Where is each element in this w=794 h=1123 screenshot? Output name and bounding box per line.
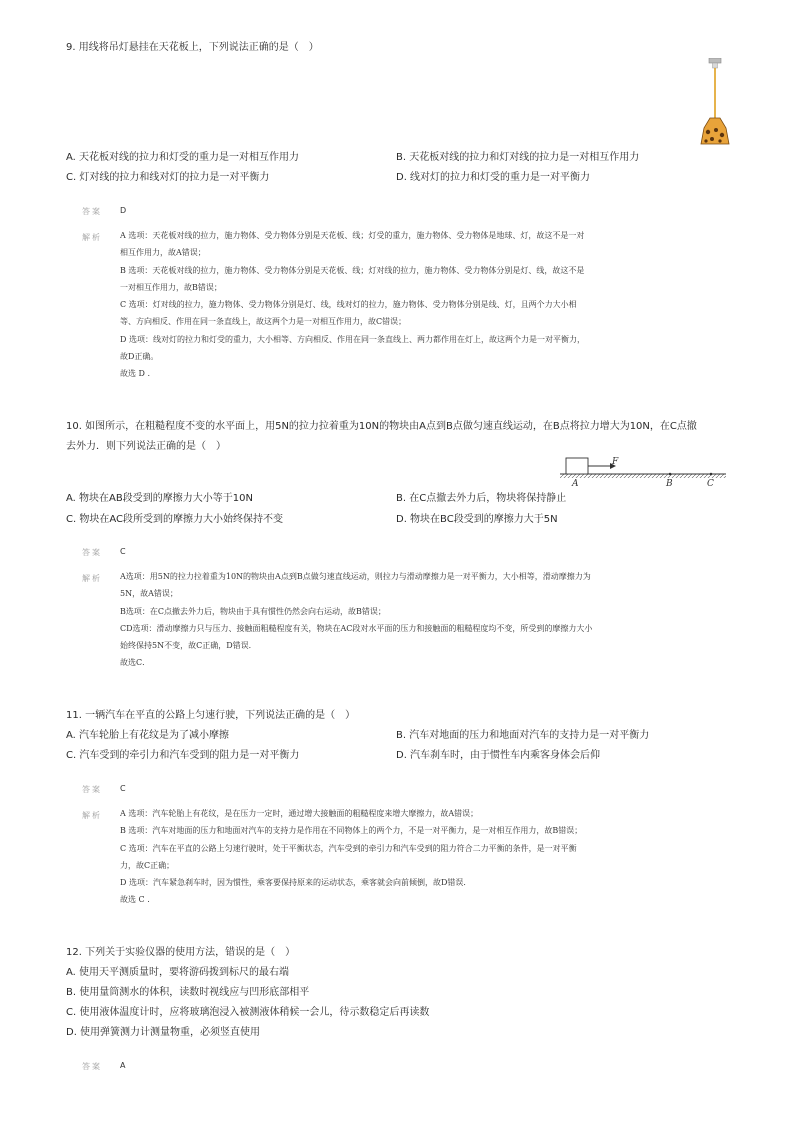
ground-hatching <box>560 474 726 478</box>
friction-figure <box>558 452 730 488</box>
q11-solution-line: A 选项：汽车轮胎上有花纹，是在压力一定时，通过增大接触面的粗糙程度来增大摩擦力，故A错误； <box>120 809 479 818</box>
q11-solution-line: C 选项：汽车在平直的公路上匀速行驶时，处于平衡状态，汽车受到的牵引力和汽车受到的阻力符合二力平衡的条件，是一对平衡 <box>120 843 577 853</box>
q11-solution-line: B 选项：汽车对地面的压力和地面对汽车的支持力是作用在不同物体上的两个力，不是一对平衡力，是一对相互作用力，故B错误； <box>120 826 583 836</box>
q10-solution-label: 解析 <box>82 574 102 583</box>
q9-option-c[interactable]: C. 灯对线的拉力和线对灯的拉力是一对平衡力 <box>66 172 270 183</box>
q9-solution-line: 一对相互作用力，故B错误； <box>120 282 222 292</box>
q9-solution-line: 等、方向相反、作用在同一条直线上，故这两个力是一对相互作用力，故C错误； <box>120 317 407 327</box>
q10-answer: C <box>120 547 126 556</box>
q9-solution-label: 解析 <box>82 233 102 242</box>
q9-solution-line: C 选项：灯对线的拉力，施力物体、受力物体分别是灯、线，线对灯的拉力，施力物体、受力物体分别是线、灯，且两个力大小相 <box>120 300 577 310</box>
q10-option-d[interactable]: D. 物块在BC段受到的摩擦力大于5N <box>396 514 558 525</box>
q10-solution-line: A选项：用5N的拉力拉着重为10N的物块由A点到B点做匀速直线运动，则拉力与滑动摩擦力是一对平衡力，大小相等，滑动摩擦力为 <box>120 572 591 581</box>
q11-option-a[interactable]: A. 汽车轮胎上有花纹是为了减小摩擦 <box>66 730 230 741</box>
q12-option-d[interactable]: D. 使用弹簧测力计测量物重，必须竖直使用 <box>66 1027 261 1038</box>
q12-option-a[interactable]: A. 使用天平测质量时，要将游码拨到标尺的最右端 <box>66 967 290 978</box>
q9-solution-line: 相互作用力，故A错误； <box>120 248 206 258</box>
q11-option-b[interactable]: B. 汽车对地面的压力和地面对汽车的支持力是一对平衡力 <box>396 730 650 741</box>
q9-option-b[interactable]: B. 天花板对线的拉力和灯对线的拉力是一对相互作用力 <box>396 152 640 163</box>
q10-option-c[interactable]: C. 物块在AC段所受到的摩擦力大小始终保持不变 <box>66 514 283 525</box>
q10-option-a[interactable]: A. 物块在AB段受到的摩擦力大小等于10N <box>66 493 253 504</box>
q9-answer: D <box>120 206 127 215</box>
q9-solution-line: B 选项：天花板对线的拉力，施力物体、受力物体分别是天花板、线；灯对线的拉力，施力物体、受力物体分别是灯、线，故这不是 <box>120 265 585 275</box>
q9-stem: 9. 用线将吊灯悬挂在天花板上，下列说法正确的是（ ） <box>66 42 319 53</box>
q11-answer: C <box>120 784 126 793</box>
q10-solution-line: 始终保持5N不变，故C正确，D错误． <box>120 641 257 651</box>
q11-solution-line: D 选项：汽车紧急刹车时，因为惯性，乘客要保持原来的运动状态，乘客就会向前倾倒，故D错误． <box>120 878 472 888</box>
q10-solution <box>120 568 710 672</box>
q12-option-c[interactable]: C. 使用液体温度计时，应将玻璃泡浸入被测液体稍候一会儿，待示数稳定后再读数 <box>66 1007 430 1018</box>
q10-option-b[interactable]: B. 在C点撤去外力后，物块将保持静止 <box>396 493 567 504</box>
point-a-label: A <box>572 479 579 488</box>
q9-solution-line: D 选项：线对灯的拉力和灯受的重力，大小相等、方向相反、作用在同一条直线上、两力都作用在灯上，故这两个力是一对平衡力， <box>120 334 585 344</box>
ceiling-mount <box>709 58 721 63</box>
q11-solution <box>120 805 710 909</box>
q12-answer-label: 答案 <box>82 1062 102 1071</box>
q11-answer-label: 答案 <box>82 785 102 794</box>
q11-stem: 11. 一辆汽车在平直的公路上匀速行驶，下列说法正确的是（ ） <box>66 710 356 721</box>
q12-stem: 12. 下列关于实验仪器的使用方法，错误的是（ ） <box>66 947 296 958</box>
q11-option-c[interactable]: C. 汽车受到的牵引力和汽车受到的阻力是一对平衡力 <box>66 750 300 761</box>
q10-stem-line2: 去外力．则下列说法正确的是（ ） <box>66 441 226 452</box>
q11-option-d[interactable]: D. 汽车刹车时，由于惯性车内乘客身体会后仰 <box>396 750 601 761</box>
q9-solution-line: A 选项：天花板对线的拉力，施力物体、受力物体分别是天花板、线；灯受的重力，施力物体、受力物体是地球、灯，故这不是一对 <box>120 231 585 240</box>
q9-solution-line: 故选 D . <box>120 369 151 379</box>
q9-solution-line: 故D正确。 <box>120 352 159 362</box>
q12-option-b[interactable]: B. 使用量筒测水的体积，读数时视线应与凹形底部相平 <box>66 987 310 998</box>
q9-option-a[interactable]: A. 天花板对线的拉力和灯受的重力是一对相互作用力 <box>66 152 300 163</box>
q10-solution-line: 5N，故A错误； <box>120 589 178 599</box>
lamp-figure <box>698 58 732 148</box>
q9-solution <box>120 227 710 383</box>
q10-solution-line: B选项：在C点撤去外力后，物块由于具有惯性仍然会向右运动，故B错误； <box>120 606 386 616</box>
point-b-label: B <box>666 479 673 488</box>
q9-answer-label: 答案 <box>82 207 102 216</box>
q10-stem-line1: 10. 如图所示，在粗糙程度不变的水平面上，用5N的拉力拉着重为10N的物块由A点到B点做匀速直线运动，在B点将拉力增大为10N，在C点撤 <box>66 421 697 432</box>
q11-solution-label: 解析 <box>82 811 102 820</box>
block <box>566 458 588 474</box>
q11-solution-line: 力，故C正确； <box>120 860 175 870</box>
q12-answer: A <box>120 1061 126 1070</box>
q10-solution-line: 故选C． <box>120 658 151 668</box>
point-c-label: C <box>707 479 714 488</box>
q10-answer-label: 答案 <box>82 548 102 557</box>
q11-solution-line: 故选 C . <box>120 895 150 905</box>
q10-solution-line: CD选项：滑动摩擦力只与压力、接触面粗糙程度有关，物块在AC段对水平面的压力和接触面的粗糙程度均不变，所受到的摩擦力大小 <box>120 623 593 633</box>
force-label: F <box>612 457 619 467</box>
q9-option-d[interactable]: D. 线对灯的拉力和灯受的重力是一对平衡力 <box>396 172 591 183</box>
